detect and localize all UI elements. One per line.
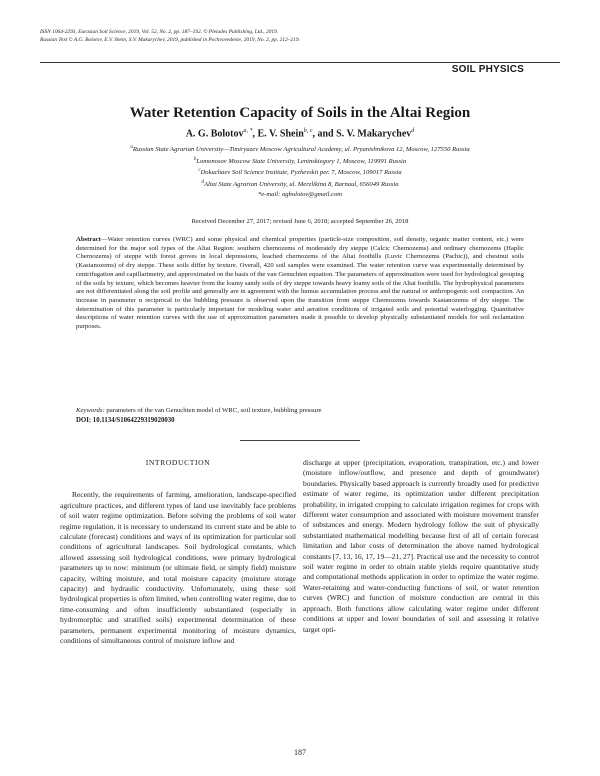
- author-conjunction: , and: [312, 128, 334, 140]
- doi-label: DOI:: [76, 417, 92, 424]
- journal-citation-line: ISSN 1064-2293, Eurasian Soil Science, 2019, Vol. 52, No. 2, pp. 187–192. © Pleiades Publishing, Ltd., 2019.: [40, 29, 279, 35]
- header-rule: [40, 62, 560, 63]
- author-name: A. G. Bolotov: [185, 128, 244, 140]
- received-dates: Received December 27, 2017; revised June 6, 2018; accepted September 26, 2018: [191, 218, 409, 225]
- affiliation-marker: c: [198, 168, 201, 174]
- author-name: S. V. Makarychev: [336, 128, 412, 140]
- introduction-continuation: discharge at upper (precipitation, evaporation, transpiration, etc.) and lower (moisture inflow/outflow, and presence and depth of groundwater) boundaries. Physically based approach is currently broadly used for predictive estimate of water regime, its optimization under different precipitation probability, in irrigated cropping to calculate irrigation regimes for crops with different water consumption and associated with moisture movement transfer of substances and energy. Modern hydrology follow the suit of physically substantiated mathematical modelling because first of all of certain forecast limitation and labor costs of determination the above named hydrological constants [7, 13, 16, 17, 19—21, 27]. Practical use and the necessity to control soil water regime in order to obtain stable yields require quantitative study and computational methods application in order to optimize the water regime. Water-retaining and water-conducting functions of soil, or water retention curves (WRC) and function of moisture conduction are central in this approach. Both functions allow calculating water regime under different conditions at upper and lower boundaries of soil and assessing it relative target opti-: [303, 458, 539, 634]
- article-title: Water Retention Capacity of Soils in the Altai Region: [129, 105, 471, 121]
- affiliation-line: [40, 178, 560, 190]
- affiliation-marker: b: [193, 156, 197, 162]
- section-label: SOIL PHYSICS: [451, 64, 524, 75]
- affiliation-text: Lomonosov Moscow State University, Leninskiegory 1, Moscow, 119991 Russia: [196, 157, 407, 165]
- author-superscript: d: [411, 128, 415, 134]
- affiliation-marker: a: [130, 145, 133, 150]
- doi-line: [76, 417, 175, 424]
- affiliation-marker: d: [201, 180, 204, 186]
- affiliation-text: Russian State Agrarian University—Timiryazev Moscow Agricultural Academy, ul. Pryanishnikova 12, Moscow, 127550 Russia: [132, 146, 470, 154]
- abstract-text: —Water retention curves (WRC) and some physical and chemical properties (particle-size composition, soil density, organic matter content, etc.) were determined for the major soil types of the Altai Region: southern chernozems of moderately dry steppe (Calcic Chernozems) and ordinary chernozems (Haplic Chernozems) of steppe with forest groves in local depressions, leached chernozems of the Altai foothills (Luvic Chernozems (Pachic)), and chestnut soils (Kastanozems) of dry steppe. These soils differ by texture. Overall, 420 soil samples were examined. The water retention curve was experimentally determined by centrifugation and capillarimetry, and approximated on the basis of the van Genuchten equation. The parameters of approximation were used for hydrological grouping of the soils by texture, which becomes heavier from the loamy sandy soils of dry steppe towards heavy loamy soils of the Altai foothills. The hydrophysical parameters are not differentiated along the soil profile and generally are in agreement with the humus accumulation process and the natural or anthropogenic soil compaction. An increase in parameter α reciprocal to the bubbling pressure is observed upon the transition from steppe Chernozems towards Kastanozems of dry steppe. The determination of this parameter is particularly important for modeling water and aeration conditions of irrigated soils and potential waterlogging. Quantitative descriptions of water retention curves with the use of approximation parameters made it possible to develop physically substantiated models for soil reclamation purposes.: [76, 236, 524, 331]
- keywords-text: parameters of the van Genuchten model of WRC, soil texture, bubbling pressure: [104, 407, 322, 414]
- affiliation-line: [40, 143, 560, 155]
- affiliations-block: [40, 143, 560, 199]
- affiliation-text: Dokuchaev Soil Science Institute, Pyzhevskii per. 7, Moscow, 109017 Russia: [200, 169, 402, 177]
- corresponding-email: *e-mail: agbolotov@gmail.com: [257, 190, 343, 198]
- author-superscript: a, *: [243, 128, 253, 134]
- keywords-line: [76, 406, 524, 415]
- keywords-label: Keywords:: [76, 407, 105, 414]
- abstract-label: Abstract: [76, 236, 101, 243]
- author-superscript: b, c: [303, 128, 313, 134]
- left-column: [60, 458, 296, 647]
- introduction-heading: INTRODUCTION: [145, 458, 211, 467]
- right-column: [303, 458, 539, 635]
- affiliation-line: [40, 155, 560, 167]
- separator-rule: [240, 440, 360, 441]
- affiliation-line: [40, 166, 560, 178]
- author-name: E. V. Shein: [257, 128, 304, 140]
- abstract-block: [76, 236, 524, 332]
- doi-value: 10.1134/S1064229319020030: [91, 417, 175, 424]
- introduction-paragraph: Recently, the requirements of farming, amelioration, landscape-specified agriculture practices, and different types of land use inevitably face problems of soil water regime optimization. Before solving the problems of soil water regime regulation, it is necessary to understand its current state and be able to calculate (forecast) conditions and ways of its optimization for particular soil conditions of agricultural landscapes. Soil hydrological constants, which allowed assessing soil hydrological conditions, were primary hydrological parameters up to now: minimum (or ultimate field, or simply field) moisture capacity, wilting moisture, and total moisture capacity (moisture storage capacity) and hydraulic conductivity. Unfortunately, using these soil hydrological properties is often limited, when controlling water regime, due to time-consuming and often insufficiently substantiated (especially in hydromorphic and stratified soils) experimental determination of these parameters, permanent experimental monitoring of moisture dynamics, conditions of simultaneous control of moisture inflow and: [60, 490, 296, 646]
- russian-text-citation-line: Russian Text © A.G. Bolotov, E.V. Shein, S.V. Makarychev, 2019, published in Pochvovedenie, 2019, No. 2, pp. 212–219.: [40, 37, 300, 43]
- author-line: A. G. Bolotov$^{a, *}$, E. V. Shein$^{b, c}$, and S. V. Makarychev$^d$: [185, 128, 415, 140]
- page-number: 187: [294, 748, 306, 757]
- affiliation-text: Altai State Agrarian University, ul. Merzlikina 8, Barnaul, 656049 Russia: [203, 181, 399, 189]
